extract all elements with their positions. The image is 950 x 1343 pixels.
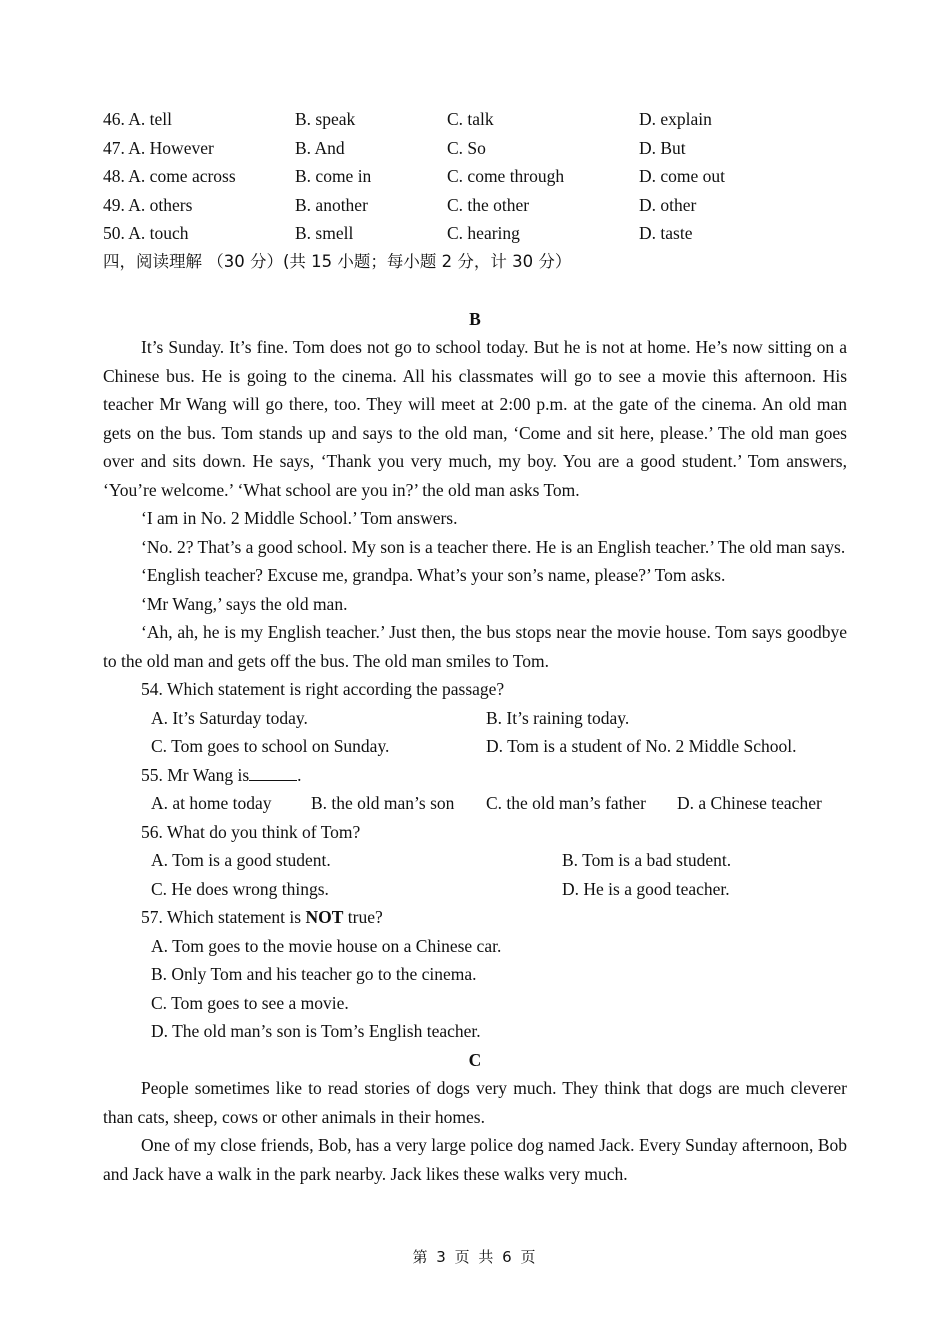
option-d: D. taste (639, 223, 693, 243)
option-row (103, 191, 847, 220)
q55-option-d: D. a Chinese teacher (677, 793, 822, 813)
option-b: B. another (295, 194, 368, 215)
option-a: 48. A. come across (103, 166, 236, 186)
q56-option-b: B. Tom is a bad student. (562, 850, 732, 870)
question-54-options (103, 732, 847, 761)
question-56-options (103, 846, 847, 875)
passage-b-paragraph: ‘Ah, ah, he is my English teacher.’ Just then, the bus stops near the movie house. Tom says goodbye to the old man and gets off the bus. The old man smiles to Tom. (103, 622, 847, 671)
passage-c-paragraph: People sometimes like to read stories of dogs very much. They think that dogs are much cleverer than cats, sheep, cows or other animals in their homes. (103, 1078, 847, 1127)
q54-option-c: C. Tom goes to school on Sunday. (151, 736, 390, 756)
answer-blank (249, 764, 297, 781)
option-d: D. But (639, 137, 686, 158)
option-c: C. hearing (447, 223, 520, 243)
page-footer: 第 3 页 共 6 页 (412, 1248, 538, 1266)
option-row (103, 105, 847, 134)
question-55-options (103, 789, 847, 818)
option-d: D. explain (639, 109, 712, 129)
question-57-stem (103, 903, 847, 932)
option-a: 49. A. others (103, 194, 193, 215)
option-b: B. smell (295, 223, 354, 243)
q56-option-d: D. He is a good teacher. (562, 878, 730, 899)
section-title: 四，阅读理解 （30 分）(共 15 小题；每小题 2 分，计 30 分） (103, 251, 572, 271)
q54-option-b: B. It’s raining today. (486, 707, 630, 728)
exam-page (103, 105, 847, 1188)
q55-option-a: A. at home today (151, 793, 272, 813)
option-d: D. other (639, 194, 697, 215)
passage-b-paragraph: ‘English teacher? Excuse me, grandpa. What’s your son’s name, please?’ Tom asks. (141, 565, 726, 585)
passage-c-paragraph: One of my close friends, Bob, has a very large police dog named Jack. Every Sunday afternoon, Bob and Jack have a walk in the park nearby. Jack likes these walks very much. (103, 1135, 847, 1184)
option-a: 50. A. touch (103, 223, 189, 243)
q54-option-a: A. It’s Saturday today. (151, 707, 308, 728)
passage-b-paragraph: ‘I am in No. 2 Middle School.’ Tom answers. (141, 508, 458, 528)
q55-stem-text: 55. Mr Wang is (141, 764, 250, 785)
question-54-stem: 54. Which statement is right according the passage? (141, 679, 505, 699)
q57-option-a: A. Tom goes to the movie house on a Chinese car. (151, 935, 502, 956)
q57-stem-end: true? (343, 907, 383, 927)
passage-b-paragraph: ‘Mr Wang,’ says the old man. (141, 593, 348, 614)
passage-c-heading: C (468, 1049, 482, 1070)
option-b: B. And (295, 137, 345, 158)
q56-option-c: C. He does wrong things. (151, 878, 329, 899)
q55-option-b: B. the old man’s son (311, 793, 455, 813)
passage-b-paragraph: It’s Sunday. It’s fine. Tom does not go to school today. But he is not at home. He’s now sitting on a Chinese bus. He is going to the cinema. All his classmates will go to see a movie this afternoon. His teacher Mr Wang will go there, too. They will meet at 2:00 p.m. at the gate of the cinema. An old man gets on the bus. Tom stands up and says to the old man, ‘Come and sit here, please.’ The old man goes over and sits down. He says, ‘Thank you very much, my boy. You are a good student.’ Tom answers, ‘You’re welcome.’ ‘What school are you in?’ the old man asks Tom. (103, 337, 847, 500)
q57-stem-emphasis: NOT (305, 907, 344, 927)
q57-option-c: C. Tom goes to see a movie. (151, 992, 349, 1013)
q57-option-d: D. The old man’s son is Tom’s English teacher. (151, 1021, 481, 1041)
option-a: 46. A. tell (103, 109, 173, 129)
option-c: C. So (447, 137, 486, 158)
option-row (103, 219, 847, 248)
q56-option-a: A. Tom is a good student. (151, 850, 331, 870)
question-54-options (103, 704, 847, 733)
q54-option-d: D. Tom is a student of No. 2 Middle School. (486, 736, 797, 756)
passage-b-paragraph: ‘No. 2? That’s a good school. My son is a teacher there. He is an English teacher.’ The old man says. (141, 536, 846, 557)
option-c: C. talk (447, 109, 494, 129)
option-row (103, 134, 847, 163)
q55-option-c: C. the old man’s father (486, 793, 646, 813)
option-row (103, 162, 847, 191)
option-d: D. come out (639, 166, 726, 186)
question-56-stem: 56. What do you think of Tom? (141, 821, 361, 842)
question-56-options (103, 875, 847, 904)
option-c: C. the other (447, 194, 530, 215)
q55-stem-end: . (297, 764, 302, 785)
passage-b-heading: B (469, 308, 481, 329)
q57-stem-text: 57. Which statement is (141, 907, 306, 927)
cloze-options (103, 105, 847, 248)
spacer (103, 276, 847, 305)
option-b: B. speak (295, 109, 356, 129)
q57-option-b: B. Only Tom and his teacher go to the cinema. (151, 964, 477, 984)
option-c: C. come through (447, 166, 565, 186)
option-b: B. come in (295, 166, 372, 186)
question-55-stem (103, 761, 847, 790)
option-a: 47. A. However (103, 137, 214, 158)
